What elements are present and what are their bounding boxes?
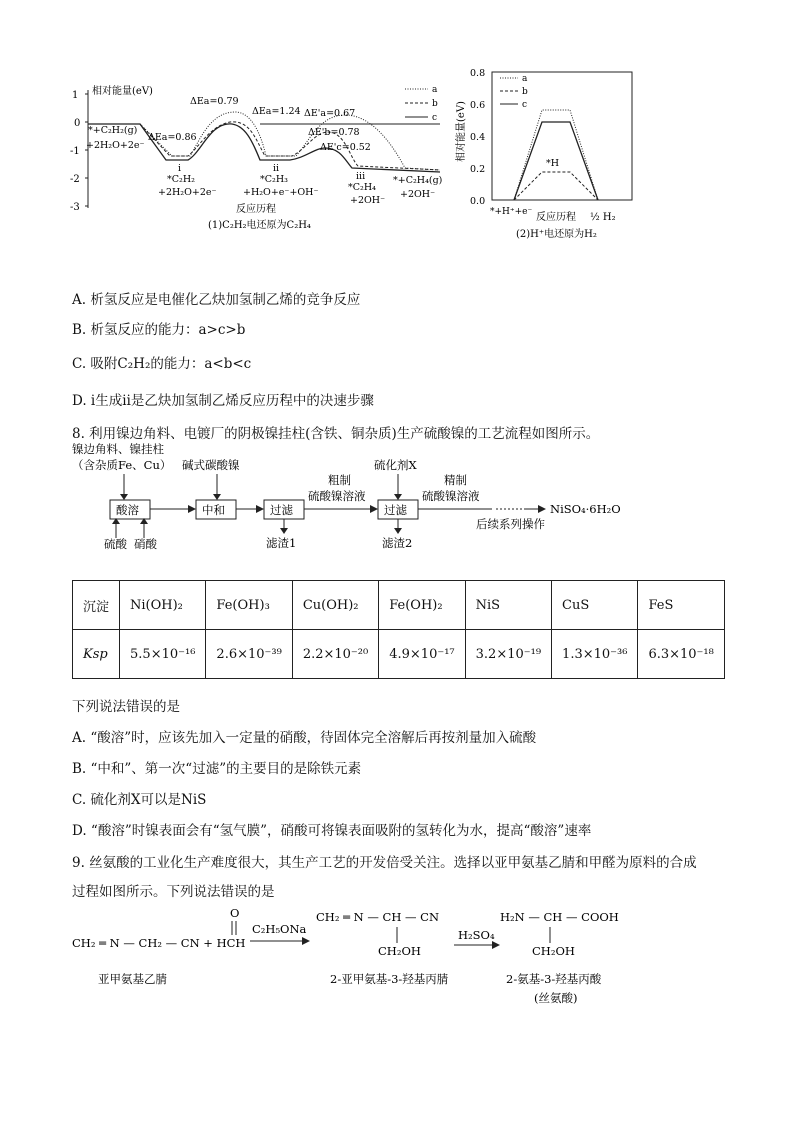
legend-c: c [432,113,438,123]
legend-b: b [432,99,438,109]
label-dEb1: ΔEa=0.86 [148,132,197,143]
label-i-1: *C₂H₂ [167,174,195,185]
curve2-a [514,110,598,200]
scheme-name-intermediate: 2-亚甲氨基-3-羟基丙腈 [330,972,449,986]
ytick-neg1: -1 [70,146,80,157]
legend-a: a [432,85,438,95]
scheme-name-reactant: 亚甲氨基乙腈 [98,972,167,986]
ytick-08: 0.8 [470,68,486,79]
q8-option-b: B. “中和”、第一次“过滤”的主要目的是除铁元素 [72,761,362,777]
flow-acid-nitric: 硝酸 [134,537,157,551]
q8-option-d: D. “酸溶”时镍表面会有“氢气膜”，硝酸可将镍表面吸附的氢转化为水，提高“酸溶”速率 [72,823,592,839]
y-axis-label: 相对能量(eV) [92,86,153,97]
ytick-06: 0.6 [470,100,486,111]
label-i-2: +2H₂O+2e⁻ [158,187,217,198]
ksp-table [72,580,725,679]
q7-option-b: B. 析氢反应的能力：a>c>b [72,322,246,338]
flow-fine-1: 精制 [444,473,467,487]
x-axis-label-2: 反应历程 [536,212,576,223]
label-dEa3: ΔE'a=0.67 [304,108,356,119]
y-axis-label-2: 相对能量(eV) [456,101,467,162]
scheme-name-product: 2-氨基-3-羟基丙酸 [506,972,602,986]
curve-b [140,122,440,170]
scheme-reagent-1: C₂H₅ONa [252,922,307,936]
flow-residue-1: 滤渣1 [266,536,297,550]
label-dEa2: ΔEa=1.24 [252,106,301,117]
flow-raw-1: 镍边角料、镍挂柱 [72,442,164,456]
table-cell: 5.5×10⁻¹⁶ [120,630,206,679]
flow-add-sulfide: 硫化剂X [374,458,417,472]
table-cell: 1.3×10⁻³⁶ [552,630,638,679]
x-end-label: ½ H₂ [590,212,616,223]
scheme-name-product-common: (丝氨酸) [534,991,578,1005]
q7-option-c: C. 吸附C₂H₂的能力：a<b<c [72,356,252,372]
label-ii: ii [273,163,280,174]
label-start-1: *+C₂H₂(g) [88,125,138,136]
scheme-intermediate-top: CH₂ ═ N — CH — CN [316,910,440,924]
table-cell: 2.6×10⁻³⁹ [206,630,292,679]
q9-synthesis-scheme [72,905,672,1010]
table-cell: 2.2×10⁻²⁰ [292,630,378,679]
scheme-product-top: H₂N — CH — COOH [500,910,619,924]
x-start-label: *+H⁺+e⁻ [490,207,533,217]
flow-raw-2: （含杂质Fe、Cu） [72,458,172,472]
ytick-1: 1 [72,90,79,101]
label-iii-1: *C₂H₄ [348,182,376,193]
table-cell: 3.2×10⁻¹⁹ [465,630,551,679]
ytick-00: 0.0 [470,196,486,207]
table-row [73,630,725,679]
table-cell: 6.3×10⁻¹⁸ [638,630,724,679]
q8-option-a: A. “酸溶”时，应该先加入一定量的硝酸，待固体完全溶解后再按剂量加入硫酸 [72,730,537,746]
q9-stem-line-2: 过程如图所示。下列说法错误的是 [72,884,275,900]
scheme-reagent-2: H₂SO₄ [458,928,495,942]
figure-1-caption: (1)C₂H₂电还原为C₂H₄ [208,220,311,231]
label-star-h: *H [546,158,560,169]
ytick-neg3: -3 [70,202,80,213]
label-iii: iii [356,171,366,182]
energy-profile-figure-2 [452,62,652,242]
label-i: i [178,163,182,174]
label-dEc: ΔE'c=0.52 [320,142,371,153]
ytick-neg2: -2 [70,174,80,185]
q7-option-d: D. ⅰ生成ⅱ是乙炔加氢制乙烯反应历程中的决速步骤 [72,393,374,409]
x-axis-label: 反应历程 [236,204,276,215]
flow-fine-2: 硫酸镍溶液 [422,489,480,503]
flow-residue-2: 滤渣2 [382,536,413,550]
flow-box-filter-1: 过滤 [270,503,293,517]
q8-ask: 下列说法错误的是 [72,699,180,715]
flow-box-filter-2: 过滤 [384,503,407,517]
legend-2 [500,74,528,110]
legend [405,85,438,123]
ytick-0: 0 [74,118,81,129]
legend2-c: c [522,100,528,110]
q8-option-c: C. 硫化剂X可以是NiS [72,792,207,808]
label-end-2: +2OH⁻ [400,189,436,200]
table-head-cell: Ni(OH)₂ [120,581,206,630]
label-ii-1: *C₂H₃ [260,174,288,185]
scheme-product-bottom: CH₂OH [532,944,575,958]
table-row [73,581,725,630]
label-end-1: *+C₂H₄(g) [393,175,443,186]
scheme-carbonyl-o: O [230,906,240,920]
flow-crude-1: 粗制 [328,473,351,487]
table-head-cell: Fe(OH)₂ [379,581,465,630]
label-iii-2: +2OH⁻ [350,195,386,206]
label-dEb2: ΔE'b=0.78 [308,127,360,138]
flow-acid-sulfuric: 硫酸 [104,537,127,551]
q9-stem-line-1: 9. 丝氨酸的工业化生产难度很大，其生产工艺的开发倍受关注。选择以亚甲氨基乙腈和甲醛为原料的合成 [72,855,697,871]
flow-product: NiSO₄·6H₂O [550,502,621,516]
table-head-cell: CuS [552,581,638,630]
energy-profile-figure-1 [60,60,450,240]
flow-post: 后续系列操作 [476,517,545,531]
label-start-2: +2H₂O+2e⁻ [86,140,145,151]
flow-add-neutral: 碱式碳酸镍 [182,458,240,472]
scheme-intermediate-bottom: CH₂OH [378,944,421,958]
table-head-cell: NiS [465,581,551,630]
q8-stem: 8. 利用镍边角料、电镀厂的阴极镍挂柱(含铁、铜杂质)生产硫酸镍的工艺流程如图所示。 [72,426,600,442]
curve2-b [514,172,598,200]
figure-2-caption: (2)H⁺电还原为H₂ [516,229,597,240]
flow-box-acid: 酸溶 [116,503,139,517]
table-head-cell: FeS [638,581,724,630]
scheme-reactant: CH₂ ═ N — CH₂ — CN + HCH [72,936,246,950]
table-head-cell: Cu(OH)₂ [292,581,378,630]
table-head-cell: Fe(OH)₃ [206,581,292,630]
label-ii-2: +H₂O+e⁻+OH⁻ [243,187,319,198]
ytick-02: 0.2 [470,164,486,175]
q8-flowchart [72,440,672,555]
flow-crude-2: 硫酸镍溶液 [308,489,366,503]
table-cell: 4.9×10⁻¹⁷ [379,630,465,679]
legend2-a: a [522,74,528,84]
legend2-b: b [522,87,528,97]
table-row-label: Ksp [73,630,120,679]
flow-box-neutral: 中和 [202,503,225,517]
ytick-04: 0.4 [470,132,486,143]
table-head-cell: 沉淀 [73,581,120,630]
q7-option-a: A. 析氢反应是电催化乙炔加氢制乙烯的竞争反应 [72,292,361,308]
label-dEa1: ΔEa=0.79 [190,96,239,107]
